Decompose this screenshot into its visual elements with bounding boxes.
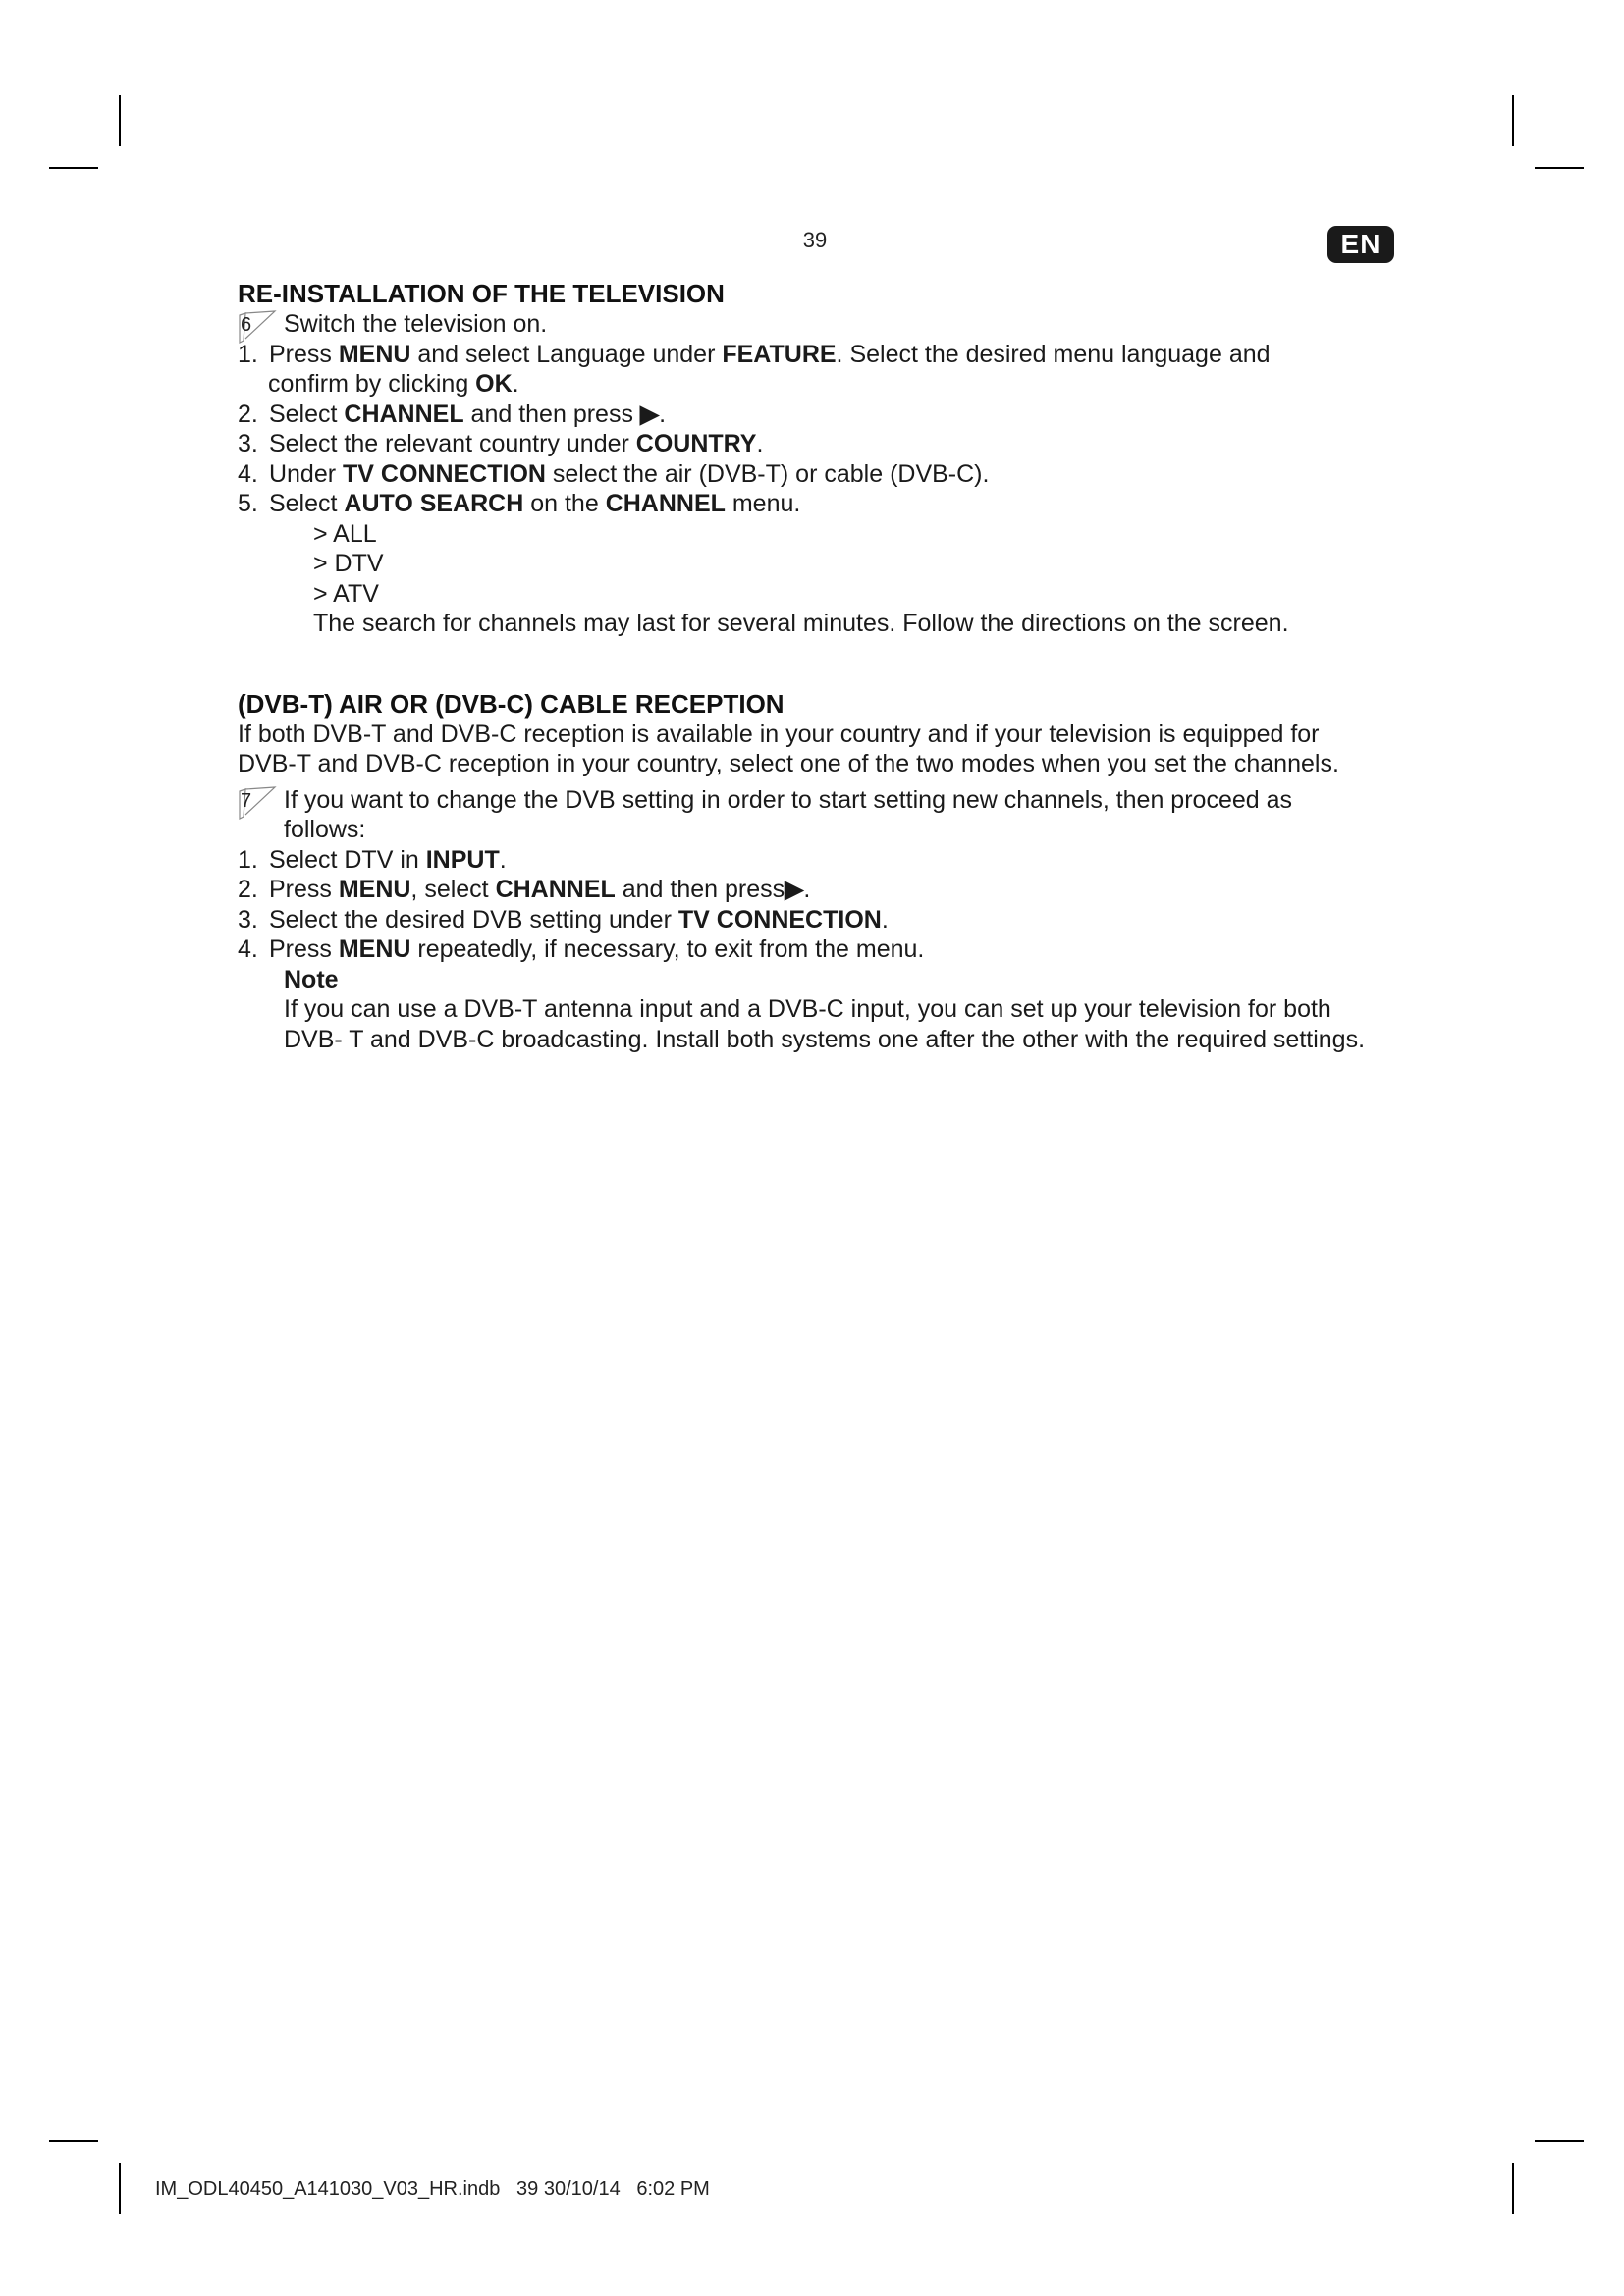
steps-list <box>238 340 1406 519</box>
note-section <box>238 965 1406 1055</box>
crop-mark <box>49 2140 98 2142</box>
crop-mark <box>119 95 121 146</box>
note-line: If you can use a DVB-T antenna input and a DVB-C input, you can set up your television for both <box>284 995 1331 1023</box>
list-item: 5. Select AUTO SEARCH on the CHANNEL menu. <box>238 490 801 517</box>
intro-text: If you want to change the DVB setting in order to start setting new channels, then proceed as <box>284 785 1293 814</box>
list-item: 2. Press MENU, select CHANNEL and then press▶. <box>238 876 811 903</box>
section-title: (DVB-T) AIR OR (DVB-C) CABLE RECEPTION <box>238 688 785 719</box>
list-item: 4. Press MENU repeatedly, if necessary, to exit from the menu. <box>238 935 925 963</box>
closing-text: The search for channels may last for several minutes. Follow the directions on the screen. <box>313 610 1289 637</box>
crop-mark <box>1512 2163 1514 2214</box>
crop-mark <box>1535 167 1584 169</box>
crop-mark <box>49 167 98 169</box>
note-pencil-icon <box>238 309 279 345</box>
page-number: 39 <box>802 228 828 252</box>
crop-mark <box>1512 95 1514 146</box>
option-dtv: > DTV <box>313 550 384 577</box>
crop-mark <box>119 2163 121 2214</box>
note-pencil-icon <box>238 785 279 821</box>
steps-list <box>238 845 1406 965</box>
list-item: 3. Select the relevant country under COUNTRY. <box>238 430 764 457</box>
play-arrow-icon: ▶ <box>639 400 660 428</box>
note-title: Note <box>284 965 339 993</box>
note-number: 6 <box>241 314 252 336</box>
note-block <box>238 309 1406 340</box>
list-item: 3. Select the desired DVB setting under TV CONNECTION. <box>238 905 889 934</box>
option-atv: > ATV <box>313 579 379 608</box>
print-footer: IM_ODL40450_A141030_V03_HR.indb 39 30/10/14 6:02 PM <box>155 2178 710 2200</box>
list-item: 1. Press MENU and select Language under FEATURE. Select the desired menu language and <box>238 340 1271 368</box>
list-item-continuation: confirm by clicking OK. <box>268 370 519 398</box>
note-block <box>238 785 1406 845</box>
page-content <box>238 278 1406 1054</box>
list-item: 4. Under TV CONNECTION select the air (DVB-T) or cable (DVB-C). <box>238 459 990 488</box>
paragraph-line: If both DVB-T and DVB-C reception is available in your country and if your television is equipped for <box>238 720 1320 748</box>
list-item: 2. Select CHANNEL and then press ▶. <box>238 400 667 428</box>
play-arrow-icon: ▶ <box>785 876 804 903</box>
paragraph-line: DVB-T and DVB-C reception in your country, select one of the two modes when you set the channels. <box>238 750 1339 777</box>
list-item: 1. Select DTV in INPUT. <box>238 845 507 874</box>
language-badge: EN <box>1327 226 1394 263</box>
section-title: RE-INSTALLATION OF THE TELEVISION <box>238 279 725 308</box>
note-number: 7 <box>241 789 252 812</box>
intro-text: follows: <box>284 816 366 843</box>
option-all: > ALL <box>313 519 377 548</box>
search-options <box>238 519 1406 639</box>
intro-text: Switch the television on. <box>284 310 548 338</box>
note-line: DVB- T and DVB-C broadcasting. Install both systems one after the other with the required settings. <box>284 1025 1366 1053</box>
crop-mark <box>1535 2140 1584 2142</box>
